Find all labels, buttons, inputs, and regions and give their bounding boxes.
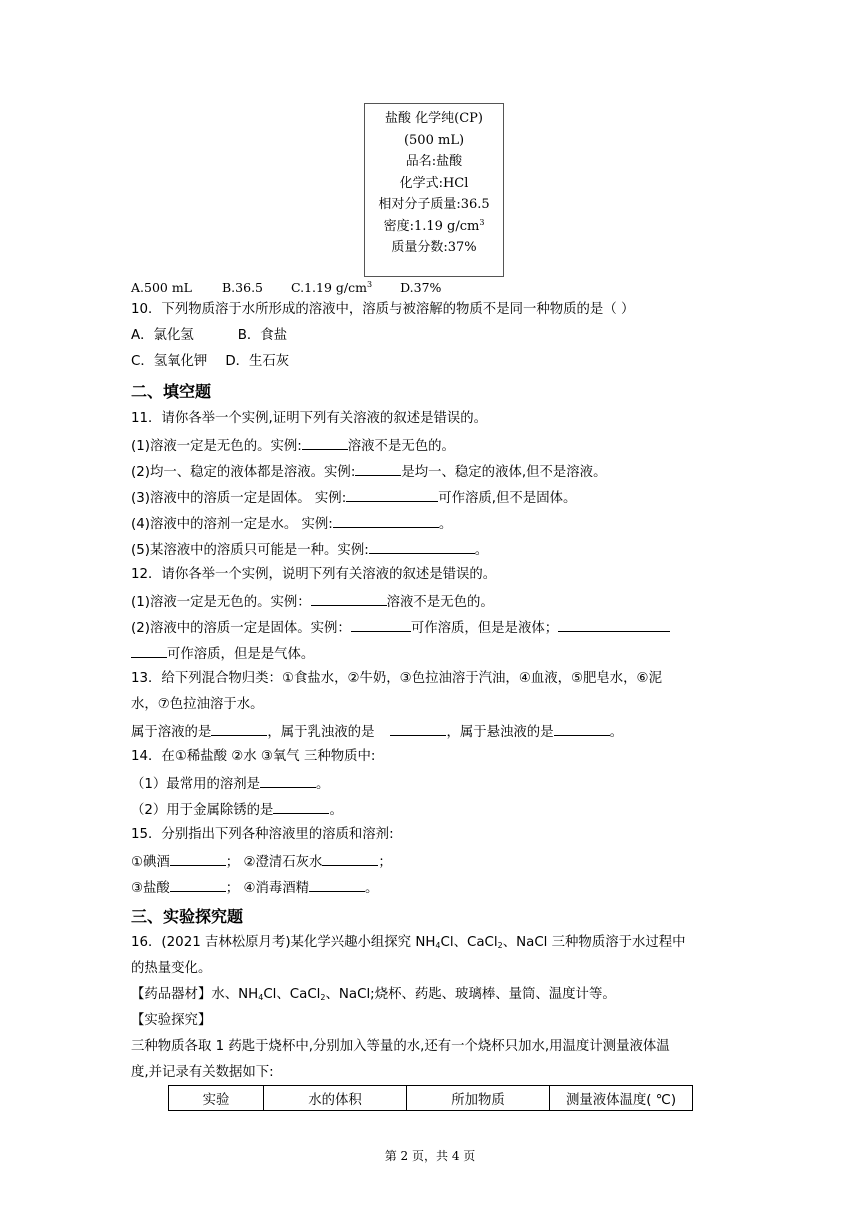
q15-stem: 15．分别指出下列各种溶液里的溶质和溶剂: [131,827,394,842]
answer-blank[interactable] [390,721,446,736]
table-header-experiment: 实验 [169,1086,264,1111]
label-name: 品名:盐酸 [405,154,463,169]
q12-part2-cont: 可作溶质，但是是气体。 [131,643,314,665]
q12-part1: (1)溶液一定是无色的。实例： 溶液不是无色的。 [131,591,494,613]
q14-part1: （1）最常用的溶剂是 。 [131,773,329,795]
q16-explore-heading: 【实验探究】 [131,1013,212,1028]
answer-blank[interactable] [333,513,439,528]
answer-blank[interactable] [558,617,670,632]
q10-option-a: A．氯化氢 [131,328,194,343]
q9-option-d: D.37% [400,280,442,295]
q10-options-row1 [131,326,287,346]
answer-blank[interactable] [273,799,329,814]
q11-part4: (4)溶液中的溶剂一定是水。 实例: 。 [131,513,452,535]
answer-blank[interactable] [346,487,438,502]
q12-part2: (2)溶液中的溶质一定是固体。实例： 可作溶质，但是是液体； [131,617,670,639]
q11-stem: 11．请你各举一个实例,证明下列有关溶液的叙述是错误的。 [131,411,488,426]
table-header-temperature: 测量液体温度( ℃) [550,1086,693,1111]
experiment-table [168,1085,693,1111]
q16-materials: 【药品器材】水、$NH_4Cl$、CaCl$_2$、NaCl;烧杯、药匙、玻璃棒、量筒、温度计等。 [131,987,616,1002]
answer-blank[interactable] [311,591,387,606]
answer-blank[interactable] [554,721,610,736]
reagent-label [364,103,504,277]
answer-blank[interactable] [302,435,348,450]
page-footer: 第 2 页，共 4 页 [384,1149,476,1163]
table-header-row [169,1086,693,1111]
q11-part5: (5)某溶液中的溶质只可能是一种。实例: 。 [131,539,488,561]
section-experiment-title: 三、实验探究题 [131,907,244,926]
q11-part3: (3)溶液中的溶质一定是固体。 实例: 可作溶质,但不是固体。 [131,487,576,509]
answer-blank[interactable] [351,617,411,632]
q9-option-c: C.1.19 $g/cm^3$ [291,280,373,295]
q15-row2: ③盐酸 ； ④消毒酒精 。 [131,877,378,899]
label-mass-fraction: 质量分数:37% [391,240,477,255]
q13-stem-line2: 水，⑦色拉油溶于水。 [131,697,264,712]
section-fill-in-title: 二、填空题 [131,382,212,401]
q16-procedure-line2: 度,并记录有关数据如下: [131,1065,274,1080]
label-title: 盐酸 化学纯(CP) [385,111,483,126]
answer-blank[interactable] [355,461,401,476]
answer-blank[interactable] [322,851,378,866]
q13-stem-line1: 13．给下列混合物归类：①食盐水，②牛奶，③色拉油溶于汽油，④血液，⑤肥皂水，⑥泥 [131,671,662,686]
answer-blank[interactable] [211,721,267,736]
q11-part1: (1)溶液一定是无色的。实例: 溶液不是无色的。 [131,435,455,457]
q9-options [131,278,441,298]
q10-option-b: B．食盐 [237,328,288,343]
q13-answer-line: 属于溶液的是 ，属于乳浊液的是 ，属于悬浊液的是 。 [131,721,623,743]
answer-blank[interactable] [131,643,167,658]
q16-procedure-line1: 三种物质各取 1 药匙于烧杯中,分别加入等量的水,还有一个烧杯只加水,用温度计测量液体温 [131,1039,670,1054]
answer-blank[interactable] [309,877,365,892]
answer-blank[interactable] [369,539,475,554]
q16-stem-line1: 16．(2021 吉林松原月考)某化学兴趣小组探究 $NH_4Cl$、CaCl$_2$、NaCl 三种物质溶于水过程中 [131,935,686,950]
q15-row1: ①碘酒 ； ②澄清石灰水 ； [131,851,392,873]
table-header-added-substance: 所加物质 [407,1086,550,1111]
label-density: 密度:1.19 $g/cm^3$ [383,217,485,234]
q9-option-a: A.500 mL [131,280,192,295]
label-molar-mass: 相对分子质量:36.5 [378,197,490,212]
q14-stem: 14．在①稀盐酸 ②水 ③氧气 三种物质中: [131,749,376,764]
q12-stem: 12．请你各举一个实例，说明下列有关溶液的叙述是错误的。 [131,567,497,582]
answer-blank[interactable] [170,851,226,866]
table-header-water-volume: 水的体积 [264,1086,407,1111]
q10-option-c: C．氢氧化钾 [131,354,208,369]
label-formula: 化学式:HCl [399,175,469,191]
q14-part2: （2）用于金属除锈的是 。 [131,799,343,821]
q16-stem-line2: 的热量变化。 [131,961,212,976]
q10-stem: 10．下列物质溶于水所形成的溶液中，溶质与被溶解的物质不是同一种物质的是（ ） [131,302,635,317]
q10-options-row2 [131,352,289,372]
q11-part2: (2)均一、稳定的液体都是溶液。实例: 是均一、稳定的液体,但不是溶液。 [131,461,606,483]
answer-blank[interactable] [170,877,226,892]
label-volume: (500 mL) [403,132,465,148]
answer-blank[interactable] [260,773,316,788]
q10-option-d: D．生石灰 [225,354,290,369]
q9-option-b: B.36.5 [222,280,263,295]
